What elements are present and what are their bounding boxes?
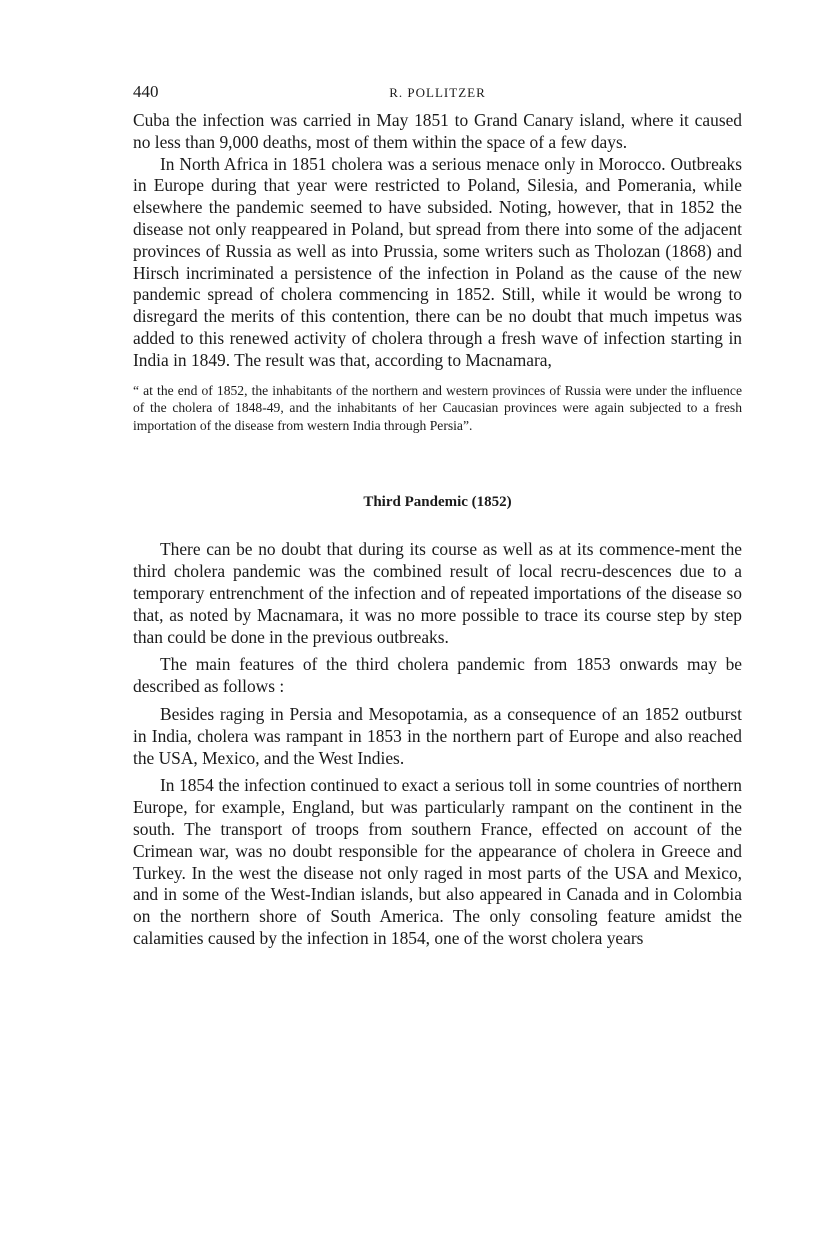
document-page [133, 82, 742, 950]
section-heading: Third Pandemic (1852) [363, 494, 512, 511]
paragraph-continued: Cuba the infection was carried in May 1851 to Grand Canary island, where it caused no less than 9,000 deaths, most of them within the space of a few days. [133, 110, 742, 152]
block-quote-macnamara: “ at the end of 1852, the inhabitants of the northern and western provinces of Russia were under the influence of the cholera of 1848-49, and the inhabitants of her Caucasian provinces were again subjected to a fresh importation of the disease from western India through Persia”. [133, 382, 742, 433]
paragraph-pandemic-intro: There can be no doubt that during its course as well as at its commence-ment the third cholera pandemic was the combined result of local recru-descences due to a temporary entrenchment of the infection and of repeated importations of the disease so that, as noted by Macnamara, it was no more possible to trace its course step by step than could be done in the previous outbreaks. [133, 539, 742, 647]
paragraph-main-features: The main features of the third cholera pandemic from 1853 onwards may be described as follows : [133, 654, 742, 697]
paragraph-north-africa: In North Africa in 1851 cholera was a serious menace only in Morocco. Outbreaks in Europe during that year were restricted to Poland, Silesia, and Pomerania, while elsewhere the pandemic seemed to have subsided. Noting, however, that in 1852 the disease not only reappeared in Poland, but spread from there into some of the adjacent provinces of Russia as well as into Prussia, some writers such as Tholozan (1868) and Hirsch incriminated a persistence of the infection in Poland as the cause of the new pandemic spread of cholera commencing in 1852. Still, while it would be wrong to disregard the merits of this contention, there can be no doubt that much impetus was added to this renewed activity of cholera through a fresh wave of infection starting in India in 1849. The result was that, according to Macnamara, [133, 153, 742, 370]
paragraph-1853: Besides raging in Persia and Mesopotamia, as a consequence of an 1852 outburst in India, cholera was rampant in 1853 in the northern part of Europe and also reached the USA, Mexico, and the West Indies. [133, 703, 742, 768]
paragraph-1854: In 1854 the infection continued to exact a serious toll in some countries of northern Europe, for example, England, but was particularly rampant on the continent in the south. The transport of troops from southern France, effected on account of the Crimean war, was no doubt responsible for the appearance of cholera in Greece and Turkey. In the west the disease not only raged in most parts of the USA and Mexico, and in some of the West-Indian islands, but also appeared in Canada and in Colombia on the northern shore of South America. The only consoling feature amidst the calamities caused by the infection in 1854, one of the worst cholera years [133, 775, 742, 948]
page-number: 440 [133, 82, 159, 101]
running-title: R. POLLITZER [389, 85, 486, 100]
running-head [133, 82, 742, 104]
